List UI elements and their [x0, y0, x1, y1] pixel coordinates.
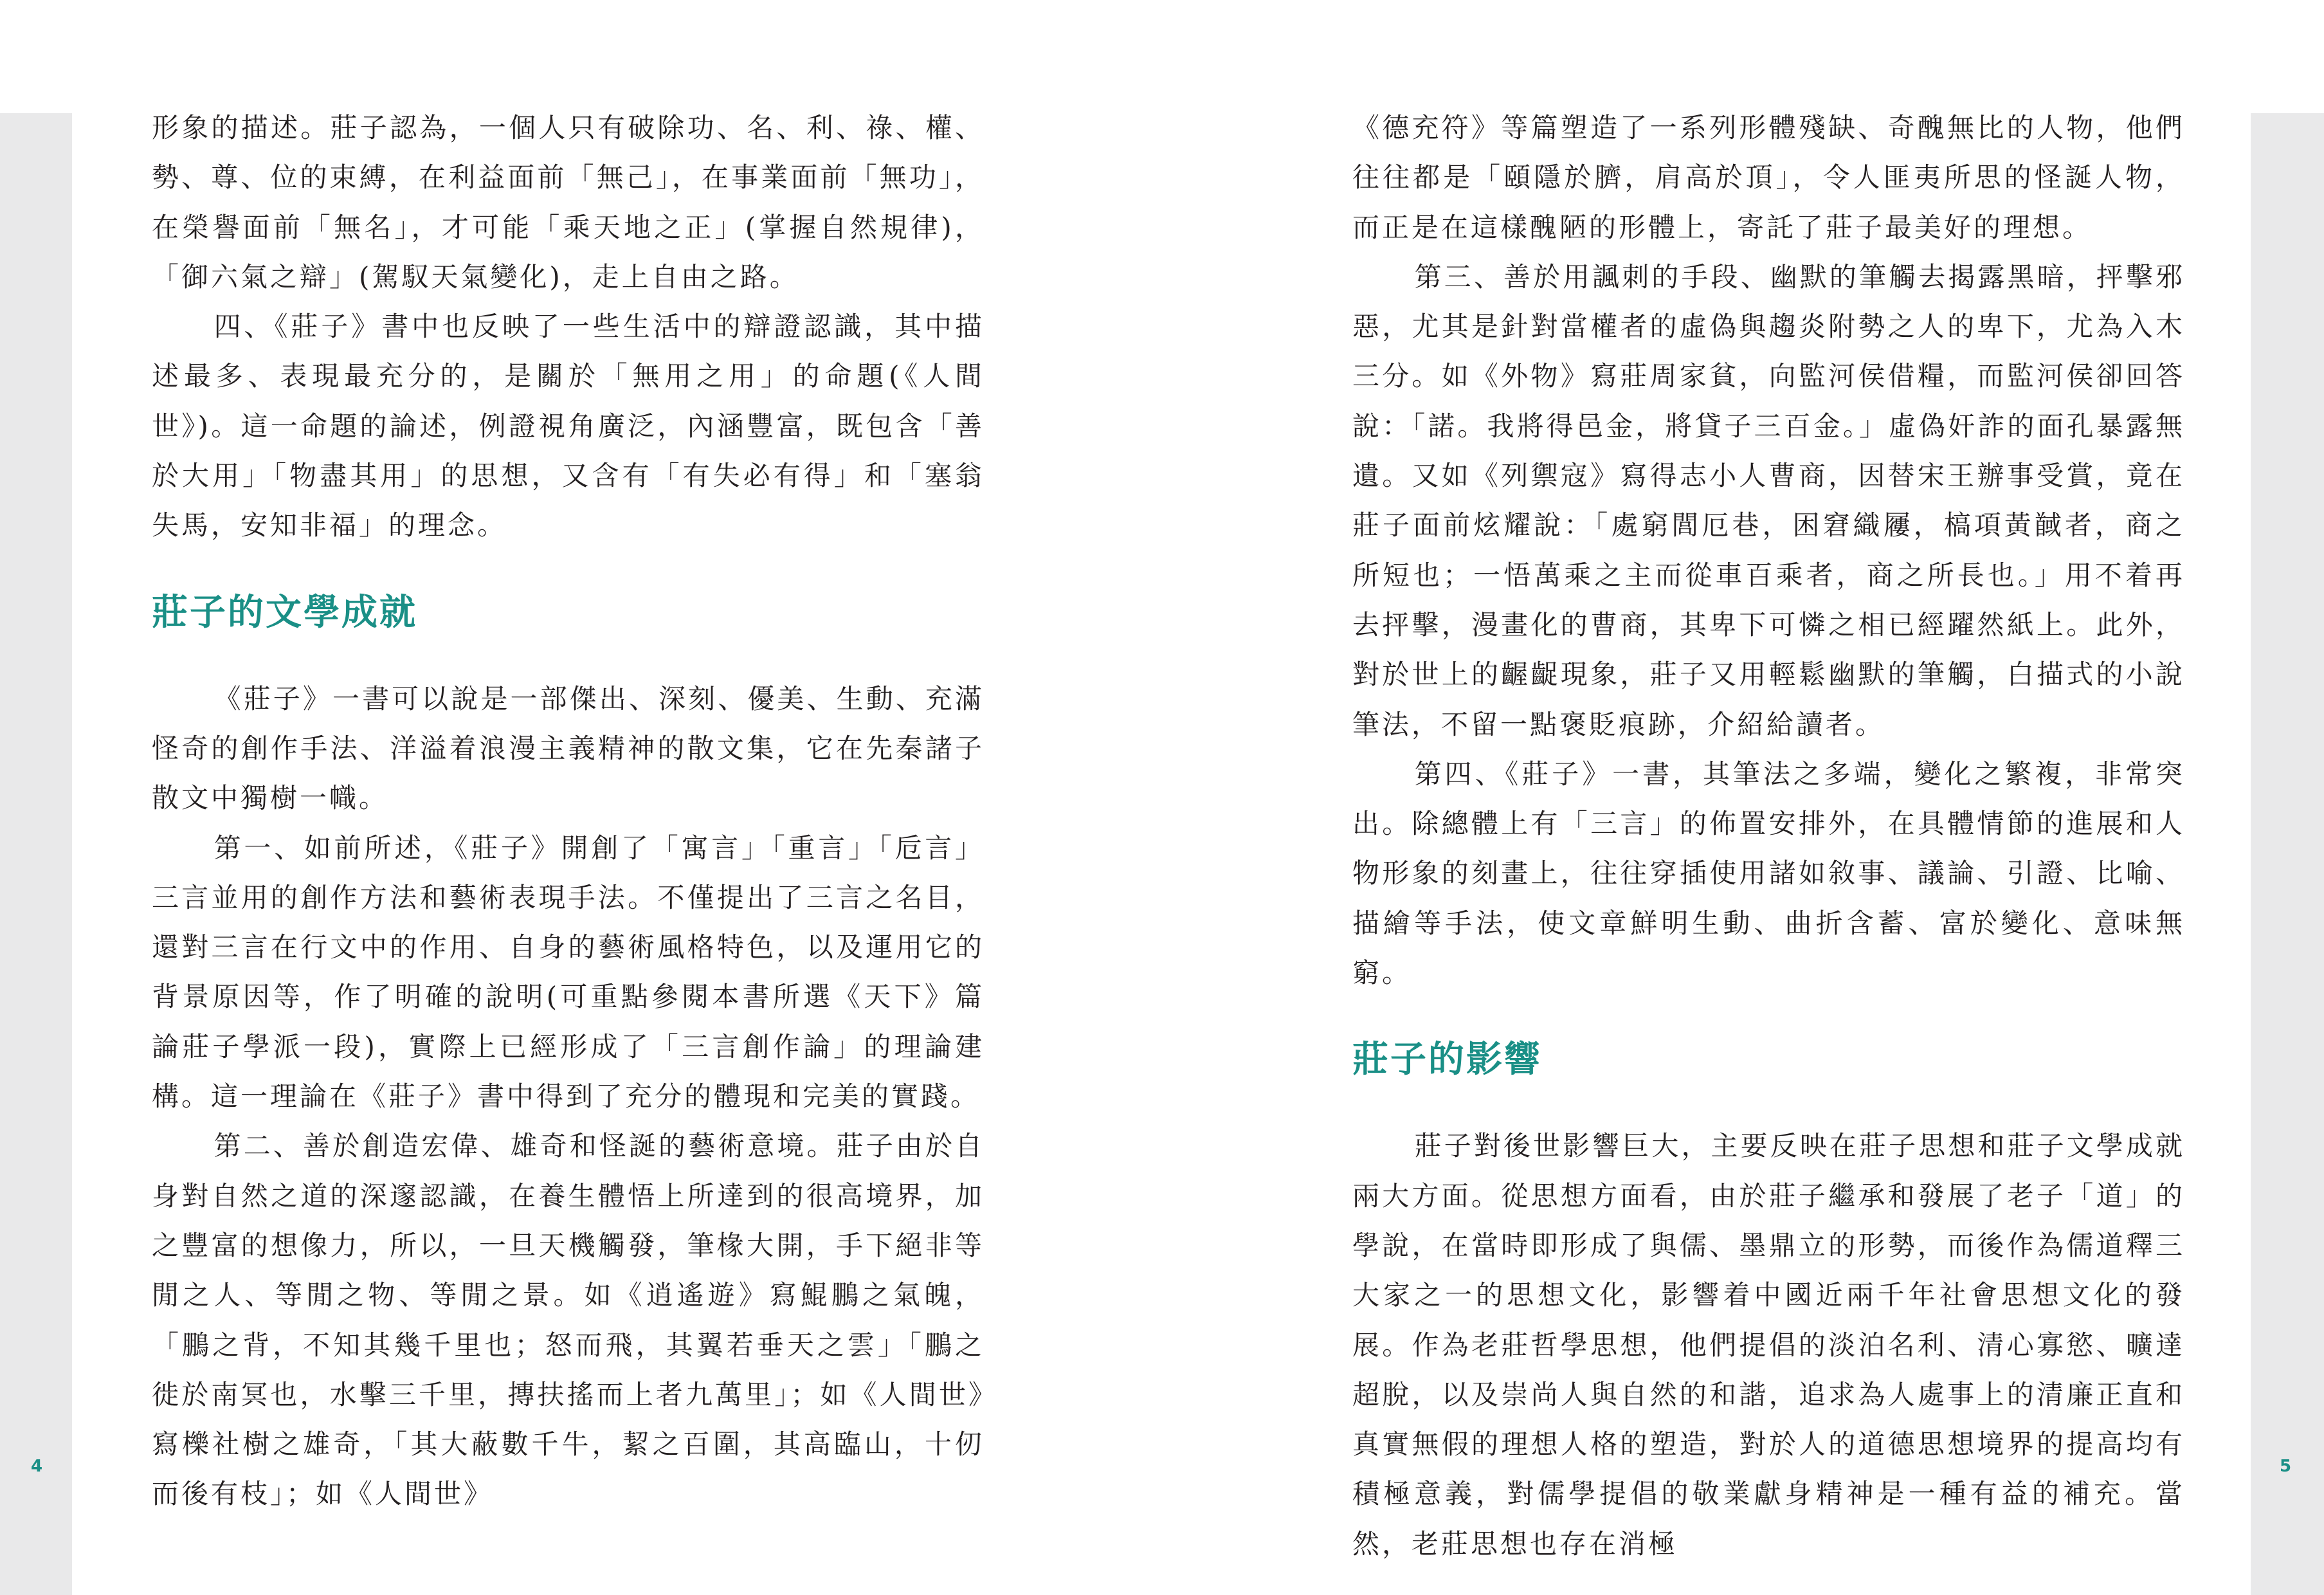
page-number-right: 5 [2280, 1457, 2292, 1476]
left-margin-strip [0, 113, 72, 1595]
section-heading: 莊子的文學成就 [152, 590, 417, 633]
right-page [1352, 103, 2185, 1569]
paragraph: 第二、善於創造宏偉、雄奇和怪誕的藝術意境。莊子由於自身對自然之道的深邃認識，在養生體悟上所達到的很高境界，加之豐富的想像力，所以，一旦天機觸發，筆椽大開，手下絕非等閒之人、等閒之物、等閒之景。如《逍遙遊》寫鯤鵬之氣魄，「鵬之背，不知其幾千里也；怒而飛，其翼若垂天之雲」「鵬之徙於南冥也，水擊三千里，摶扶搖而上者九萬里」；如《人間世》寫櫟社樹之雄奇，「其大蔽數千牛，絜之百圍，其高臨山，十仞而後有枝」；如《人間世》 [152, 1130, 985, 1510]
right-margin-strip [2251, 113, 2324, 1595]
paragraph: 第三、善於用諷刺的手段、幽默的筆觸去揭露黑暗，抨擊邪惡，尤其是針對當權者的虛偽與趨炎附勢之人的卑下，尤為入木三分。如《外物》寫莊周家貧，向監河侯借糧，而監河侯卻回答說：「諾。我將得邑金，將貸子三百金。」虛偽奸詐的面孔暴露無遺。又如《列禦寇》寫得志小人曹商，因替宋王辦事受賞，竟在莊子面前炫耀說：「處窮閭厄巷，困窘織屨，槁項黃馘者，商之所短也；一悟萬乘之主而從車百乘者，商之所長也。」用不着再去抨擊，漫畫化的曹商，其卑下可憐之相已經躍然紙上。此外，對於世上的齷齪現象，莊子又用輕鬆幽默的筆觸，白描式的小說筆法，不留一點褒貶痕跡，介紹給讀者。 [1352, 260, 2185, 740]
paragraph: 第一、如前所述，《莊子》開創了「寓言」「重言」「卮言」三言並用的創作方法和藝術表現手法。不僅提出了三言之名目，還對三言在行文中的作用、自身的藝術風格特色，以及運用它的背景原因等，作了明確的說明(可重點參閱本書所選《天下》篇論莊子學派一段)，實際上已經形成了「三言創作論」的理論建構。這一理論在《莊子》書中得到了充分的體現和完美的實踐。 [152, 832, 985, 1113]
left-page [152, 103, 985, 1519]
section-heading: 莊子的影響 [1352, 1038, 1542, 1081]
paragraph: 第四、《莊子》一書，其筆法之多端，變化之繁複，非常突出。除總體上有「三言」的佈置安排外，在具體情節的進展和人物形象的刻畫上，往往穿插使用諸如敘事、議論、引證、比喻、描繪等手法，使文章鮮明生動、曲折含蓄、富於變化、意味無窮。 [1352, 758, 2185, 989]
paragraph: 莊子對後世影響巨大，主要反映在莊子思想和莊子文學成就兩大方面。從思想方面看，由於莊子繼承和發展了老子「道」的學說，在當時即形成了與儒、墨鼎立的形勢，而後作為儒道釋三大家之一的思想文化，影響着中國近兩千年社會思想文化的發展。作為老莊哲學思想，他們提倡的淡泊名利、清心寡慾、曠達超脫，以及崇尚人與自然的和諧，追求為人處事上的清廉正直和真實無假的理想人格的塑造，對於人的道德思想境界的提高均有積極意義，對儒學提倡的敬業獻身精神是一種有益的補充。當然，老莊思想也存在消極 [1352, 1130, 2185, 1560]
page-number-left: 4 [31, 1457, 43, 1476]
paragraph: 四、《莊子》書中也反映了一些生活中的辯證認識，其中描述最多、表現最充分的，是關於「無用之用」的命題(《人間世》)。這一命題的論述，例證視角廣泛，內涵豐富，既包含「善於大用」「物盡其用」的思想，又含有「有失必有得」和「塞翁失馬，安知非福」的理念。 [152, 311, 985, 542]
paragraph: 形象的描述。莊子認為，一個人只有破除功、名、利、祿、權、勢、尊、位的束縛，在利益面前「無己」，在事業面前「無功」，在榮譽面前「無名」，才可能「乘天地之正」(掌握自然規律)，「御六氣之辯」(駕馭天氣變化)，走上自由之路。 [152, 112, 985, 293]
paragraph: 《德充符》等篇塑造了一系列形體殘缺、奇醜無比的人物，他們往往都是「頤隱於臍，肩高於頂」，令人匪夷所思的怪誕人物，而正是在這樣醜陋的形體上，寄託了莊子最美好的理想。 [1352, 112, 2185, 243]
paragraph: 《莊子》一書可以說是一部傑出、深刻、優美、生動、充滿怪奇的創作手法、洋溢着浪漫主義精神的散文集，它在先秦諸子散文中獨樹一幟。 [152, 682, 985, 814]
